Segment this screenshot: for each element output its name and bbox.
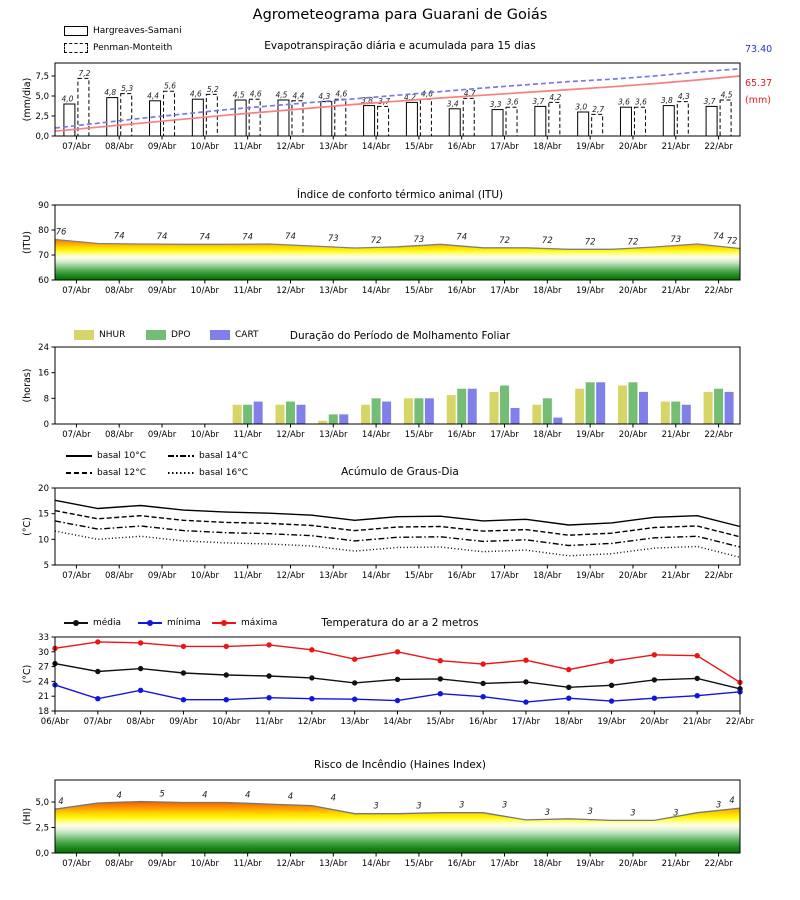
svg-text:18/Abr: 18/Abr xyxy=(533,430,562,440)
svg-text:3: 3 xyxy=(501,800,508,811)
svg-text:15/Abr: 15/Abr xyxy=(426,717,455,727)
svg-text:20/Abr: 20/Abr xyxy=(618,430,648,440)
nhur-swatch xyxy=(74,330,94,340)
legend-maxima xyxy=(212,618,277,628)
svg-text:4: 4 xyxy=(729,796,735,807)
dpo-swatch xyxy=(146,330,166,340)
svg-text:4: 4 xyxy=(330,793,336,804)
svg-text:33: 33 xyxy=(38,633,49,643)
svg-text:3,6: 3,6 xyxy=(618,97,630,107)
legend-label-basal-16: basal 16°C xyxy=(199,468,249,478)
svg-text:72: 72 xyxy=(499,235,510,246)
svg-text:07/Abr: 07/Abr xyxy=(62,430,91,440)
svg-text:12/Abr: 12/Abr xyxy=(297,717,327,727)
svg-text:16/Abr: 16/Abr xyxy=(447,286,476,296)
svg-text:08/Abr: 08/Abr xyxy=(126,717,155,727)
svg-text:7,5: 7,5 xyxy=(35,72,49,82)
svg-text:13/Abr: 13/Abr xyxy=(319,571,348,581)
svg-text:15/Abr: 15/Abr xyxy=(404,286,434,296)
svg-text:08/Abr: 08/Abr xyxy=(105,859,134,869)
svg-text:17/Abr: 17/Abr xyxy=(490,430,519,440)
hargreaves-bar-swatch xyxy=(64,26,88,36)
legend-label-basal-14: basal 14°C xyxy=(199,451,249,461)
svg-text:22/Abr: 22/Abr xyxy=(704,859,733,869)
svg-text:14/Abr: 14/Abr xyxy=(361,859,391,869)
svg-text:(°C): (°C) xyxy=(22,664,33,684)
maxima-marker-swatch xyxy=(212,622,236,624)
svg-text:4,6: 4,6 xyxy=(189,89,202,99)
chart-title-graus-dia: Acúmulo de Graus-Dia xyxy=(341,466,459,478)
svg-text:4,3: 4,3 xyxy=(677,92,690,102)
svg-text:22/Abr: 22/Abr xyxy=(725,717,755,727)
svg-text:15: 15 xyxy=(38,509,49,520)
svg-text:4: 4 xyxy=(202,790,208,801)
svg-text:74: 74 xyxy=(713,232,725,242)
svg-text:4,6: 4,6 xyxy=(420,89,433,99)
svg-text:19/Abr: 19/Abr xyxy=(597,717,626,727)
svg-text:15/Abr: 15/Abr xyxy=(404,142,434,152)
svg-text:2,7: 2,7 xyxy=(592,104,605,114)
page-title: Agrometeograma para Guarani de Goiás xyxy=(252,7,548,23)
svg-text:22/Abr: 22/Abr xyxy=(704,142,733,152)
legend-basal-14 xyxy=(168,451,248,461)
legend-dpo xyxy=(146,330,190,340)
svg-text:14/Abr: 14/Abr xyxy=(361,142,391,152)
svg-text:15/Abr: 15/Abr xyxy=(404,571,434,581)
svg-text:5,2: 5,2 xyxy=(206,84,219,94)
svg-text:3: 3 xyxy=(459,800,465,811)
svg-text:09/Abr: 09/Abr xyxy=(147,286,177,296)
svg-text:73: 73 xyxy=(327,234,339,244)
svg-text:09/Abr: 09/Abr xyxy=(147,859,177,869)
svg-text:08/Abr: 08/Abr xyxy=(105,142,134,152)
svg-text:18/Abr: 18/Abr xyxy=(554,717,583,727)
svg-text:11/Abr: 11/Abr xyxy=(233,571,262,581)
svg-text:17/Abr: 17/Abr xyxy=(511,717,541,727)
svg-text:08/Abr: 08/Abr xyxy=(105,286,134,296)
svg-text:3: 3 xyxy=(715,800,722,811)
svg-text:20/Abr: 20/Abr xyxy=(618,286,648,296)
svg-text:13/Abr: 13/Abr xyxy=(340,717,369,727)
basal-10-line-swatch xyxy=(66,455,92,457)
svg-text:72: 72 xyxy=(584,237,596,248)
svg-text:(ITU): (ITU) xyxy=(22,231,33,254)
svg-text:20: 20 xyxy=(38,484,49,494)
svg-text:07/Abr: 07/Abr xyxy=(62,142,91,152)
svg-text:72: 72 xyxy=(370,236,382,246)
svg-text:27: 27 xyxy=(38,662,49,673)
svg-text:90: 90 xyxy=(38,201,49,211)
svg-text:72: 72 xyxy=(627,237,639,248)
svg-text:4,5: 4,5 xyxy=(275,90,288,100)
svg-text:10/Abr: 10/Abr xyxy=(190,859,220,869)
svg-text:21/Abr: 21/Abr xyxy=(661,286,690,296)
legend-label-nhur: NHUR xyxy=(99,330,126,340)
svg-text:4,2: 4,2 xyxy=(403,92,416,102)
svg-text:4,0: 4,0 xyxy=(61,94,74,104)
svg-text:17/Abr: 17/Abr xyxy=(490,142,519,152)
svg-text:2,5: 2,5 xyxy=(35,823,49,834)
svg-text:07/Abr: 07/Abr xyxy=(62,571,91,581)
svg-text:8: 8 xyxy=(43,394,49,405)
svg-text:3,0: 3,0 xyxy=(575,102,588,112)
svg-text:74: 74 xyxy=(156,232,168,242)
svg-text:(°C): (°C) xyxy=(22,517,33,536)
svg-text:10/Abr: 10/Abr xyxy=(212,717,241,727)
svg-text:3: 3 xyxy=(673,808,679,819)
legend-label-basal-10: basal 10°C xyxy=(97,451,147,461)
svg-text:5,3: 5,3 xyxy=(121,84,134,94)
svg-text:5,0: 5,0 xyxy=(35,798,49,809)
svg-text:16/Abr: 16/Abr xyxy=(447,142,476,152)
legend-minima xyxy=(138,618,201,628)
svg-text:5,0: 5,0 xyxy=(35,92,49,102)
svg-text:16/Abr: 16/Abr xyxy=(468,717,498,727)
svg-text:07/Abr: 07/Abr xyxy=(83,717,113,727)
plot-evapotranspiracao xyxy=(22,63,740,152)
svg-text:11/Abr: 11/Abr xyxy=(233,430,262,440)
svg-text:20/Abr: 20/Abr xyxy=(618,142,648,152)
svg-text:15/Abr: 15/Abr xyxy=(404,859,434,869)
svg-text:4,7: 4,7 xyxy=(463,88,476,98)
svg-text:21/Abr: 21/Abr xyxy=(661,571,690,581)
svg-text:08/Abr: 08/Abr xyxy=(105,430,134,440)
svg-text:76: 76 xyxy=(55,227,67,238)
legend-label-basal-12: basal 12°C xyxy=(97,468,147,478)
svg-text:4,6: 4,6 xyxy=(335,89,348,99)
svg-text:3: 3 xyxy=(544,807,551,818)
svg-text:18/Abr: 18/Abr xyxy=(533,286,562,296)
svg-text:19/Abr: 19/Abr xyxy=(575,430,605,440)
svg-text:0,0: 0,0 xyxy=(35,849,49,859)
svg-text:4,3: 4,3 xyxy=(318,92,331,102)
svg-text:4,4: 4,4 xyxy=(292,91,305,101)
svg-text:3,6: 3,6 xyxy=(635,97,647,107)
svg-text:22/Abr: 22/Abr xyxy=(704,286,733,296)
svg-text:(HI): (HI) xyxy=(22,807,33,826)
svg-text:7,2: 7,2 xyxy=(78,68,91,78)
svg-text:11/Abr: 11/Abr xyxy=(254,717,284,727)
accumulated-unit-label: (mm) xyxy=(745,95,771,106)
legend-penman xyxy=(64,43,172,53)
svg-text:17/Abr: 17/Abr xyxy=(490,571,519,581)
plot-molhamento-foliar xyxy=(22,343,740,440)
svg-text:4,6: 4,6 xyxy=(249,89,262,99)
svg-text:3: 3 xyxy=(587,806,593,817)
svg-text:3: 3 xyxy=(630,808,636,819)
legend-cart xyxy=(210,330,259,340)
chart-title-molhamento: Duração do Período de Molhamento Foliar xyxy=(289,330,511,342)
legend-basal-12 xyxy=(66,468,146,478)
svg-text:19/Abr: 19/Abr xyxy=(575,859,605,869)
svg-text:09/Abr: 09/Abr xyxy=(169,717,198,727)
svg-text:3,7: 3,7 xyxy=(378,96,391,106)
svg-text:74: 74 xyxy=(199,232,211,243)
svg-text:4: 4 xyxy=(287,792,294,803)
svg-text:20/Abr: 20/Abr xyxy=(618,859,648,869)
svg-text:3,7: 3,7 xyxy=(703,96,716,106)
plot-graus-dia xyxy=(22,484,740,581)
svg-text:5: 5 xyxy=(43,561,49,571)
svg-text:10/Abr: 10/Abr xyxy=(190,430,220,440)
svg-text:15/Abr: 15/Abr xyxy=(404,430,434,440)
svg-text:74: 74 xyxy=(242,232,254,243)
svg-text:18/Abr: 18/Abr xyxy=(533,859,562,869)
svg-text:72: 72 xyxy=(726,236,738,247)
legend-label-dpo: DPO xyxy=(171,330,191,340)
svg-text:07/Abr: 07/Abr xyxy=(62,286,91,296)
svg-text:14/Abr: 14/Abr xyxy=(361,430,391,440)
svg-text:2,5: 2,5 xyxy=(35,112,49,122)
svg-text:09/Abr: 09/Abr xyxy=(147,430,177,440)
svg-text:5,6: 5,6 xyxy=(164,81,176,91)
svg-text:06/Abr: 06/Abr xyxy=(40,717,70,727)
legend-hargreaves xyxy=(64,26,182,36)
svg-text:4,5: 4,5 xyxy=(232,90,245,100)
svg-text:22/Abr: 22/Abr xyxy=(704,571,733,581)
svg-text:74: 74 xyxy=(113,231,125,242)
svg-text:72: 72 xyxy=(541,235,553,246)
svg-text:20/Abr: 20/Abr xyxy=(618,571,648,581)
svg-text:11/Abr: 11/Abr xyxy=(233,286,262,296)
plot-haines xyxy=(22,780,740,869)
svg-text:21/Abr: 21/Abr xyxy=(661,430,690,440)
svg-text:(mm/dia): (mm/dia) xyxy=(22,77,33,122)
svg-text:3,8: 3,8 xyxy=(660,96,673,106)
svg-text:3,8: 3,8 xyxy=(361,96,374,106)
legend-label-penman: Penman-Monteith xyxy=(93,43,173,53)
svg-text:16: 16 xyxy=(38,368,49,379)
svg-text:19/Abr: 19/Abr xyxy=(575,286,605,296)
svg-text:19/Abr: 19/Abr xyxy=(575,571,605,581)
svg-text:3: 3 xyxy=(373,801,379,812)
maxima-dot xyxy=(221,620,227,626)
svg-text:4: 4 xyxy=(116,791,122,802)
svg-text:4: 4 xyxy=(244,790,251,801)
legend-label-minima: mínima xyxy=(167,618,201,628)
chart-title-evapotranspiracao: Evapotranspiração diária e acumulada para 15 dias xyxy=(264,40,536,52)
svg-text:11/Abr: 11/Abr xyxy=(233,859,262,869)
svg-text:11/Abr: 11/Abr xyxy=(233,142,262,152)
svg-text:3: 3 xyxy=(416,801,422,812)
legend-label-maxima: máxima xyxy=(241,618,278,628)
svg-text:10/Abr: 10/Abr xyxy=(190,571,220,581)
svg-text:13/Abr: 13/Abr xyxy=(319,286,348,296)
svg-text:12/Abr: 12/Abr xyxy=(276,430,305,440)
svg-text:4,2: 4,2 xyxy=(549,92,562,102)
svg-text:4: 4 xyxy=(58,797,64,808)
cart-swatch xyxy=(210,330,230,340)
svg-text:09/Abr: 09/Abr xyxy=(147,142,177,152)
svg-text:08/Abr: 08/Abr xyxy=(105,571,134,581)
svg-text:74: 74 xyxy=(285,232,296,242)
legend-label-media: média xyxy=(93,618,122,628)
svg-text:14/Abr: 14/Abr xyxy=(361,571,391,581)
basal-12-line-swatch xyxy=(66,472,92,474)
chart-title-haines: Risco de Incêndio (Haines Index) xyxy=(314,759,486,771)
svg-text:12/Abr: 12/Abr xyxy=(276,571,305,581)
svg-text:13/Abr: 13/Abr xyxy=(319,859,348,869)
svg-text:10/Abr: 10/Abr xyxy=(190,142,220,152)
legend-basal-10 xyxy=(66,451,146,461)
svg-text:18: 18 xyxy=(38,707,49,717)
svg-text:16/Abr: 16/Abr xyxy=(447,859,476,869)
svg-text:80: 80 xyxy=(38,226,49,236)
svg-text:10/Abr: 10/Abr xyxy=(190,286,220,296)
minima-dot xyxy=(147,620,153,626)
plot-temperatura xyxy=(22,633,755,727)
svg-text:13/Abr: 13/Abr xyxy=(319,430,348,440)
svg-text:20/Abr: 20/Abr xyxy=(640,717,669,727)
svg-text:21/Abr: 21/Abr xyxy=(661,859,690,869)
chart-title-itu: Índice de conforto térmico animal (ITU) xyxy=(296,189,504,201)
svg-text:73: 73 xyxy=(413,234,425,245)
svg-text:3,6: 3,6 xyxy=(506,97,519,107)
penman-bar-swatch xyxy=(64,43,88,53)
svg-text:12/Abr: 12/Abr xyxy=(276,859,305,869)
svg-text:14/Abr: 14/Abr xyxy=(383,717,412,727)
media-marker-swatch xyxy=(64,622,88,624)
svg-text:22/Abr: 22/Abr xyxy=(704,430,733,440)
svg-text:21: 21 xyxy=(38,692,49,703)
svg-text:4,5: 4,5 xyxy=(720,90,733,100)
svg-text:24: 24 xyxy=(38,677,49,688)
legend-label-cart: CART xyxy=(235,330,259,340)
svg-text:07/Abr: 07/Abr xyxy=(62,859,91,869)
svg-text:3,7: 3,7 xyxy=(532,96,545,106)
svg-text:24: 24 xyxy=(38,343,49,353)
svg-text:3,4: 3,4 xyxy=(446,99,459,109)
svg-text:18/Abr: 18/Abr xyxy=(533,571,562,581)
svg-text:12/Abr: 12/Abr xyxy=(276,142,305,152)
svg-text:(horas): (horas) xyxy=(22,368,33,403)
svg-text:30: 30 xyxy=(38,647,49,658)
svg-text:0,0: 0,0 xyxy=(35,132,49,142)
legend-label-hargreaves: Hargreaves-Samani xyxy=(93,26,182,36)
media-dot xyxy=(73,620,79,626)
svg-text:16/Abr: 16/Abr xyxy=(447,571,476,581)
svg-text:16/Abr: 16/Abr xyxy=(447,430,476,440)
svg-text:17/Abr: 17/Abr xyxy=(490,286,519,296)
svg-text:73: 73 xyxy=(670,235,682,245)
svg-text:70: 70 xyxy=(38,251,49,261)
hargreaves-accumulated-total: 65.37 xyxy=(745,78,773,89)
legend-media xyxy=(64,618,121,628)
svg-text:09/Abr: 09/Abr xyxy=(147,571,177,581)
svg-text:13/Abr: 13/Abr xyxy=(319,142,348,152)
svg-text:4,4: 4,4 xyxy=(147,91,159,101)
svg-text:10: 10 xyxy=(38,535,49,546)
svg-text:21/Abr: 21/Abr xyxy=(682,717,712,727)
svg-text:18/Abr: 18/Abr xyxy=(533,142,562,152)
legend-basal-16 xyxy=(168,468,248,478)
plot-itu xyxy=(22,201,740,296)
legend-nhur xyxy=(74,330,125,340)
svg-text:5: 5 xyxy=(159,789,165,800)
svg-text:19/Abr: 19/Abr xyxy=(575,142,605,152)
basal-14-line-swatch xyxy=(168,455,194,457)
svg-text:0: 0 xyxy=(43,420,49,430)
svg-text:12/Abr: 12/Abr xyxy=(276,286,305,296)
svg-text:14/Abr: 14/Abr xyxy=(361,286,391,296)
svg-text:60: 60 xyxy=(38,276,49,286)
svg-text:4,8: 4,8 xyxy=(104,88,117,98)
chart-title-temperatura: Temperatura do ar a 2 metros xyxy=(321,617,479,629)
svg-text:17/Abr: 17/Abr xyxy=(490,859,519,869)
svg-text:21/Abr: 21/Abr xyxy=(661,142,690,152)
minima-marker-swatch xyxy=(138,622,162,624)
penman-accumulated-total: 73.40 xyxy=(745,44,773,55)
svg-text:3,3: 3,3 xyxy=(489,100,502,110)
svg-text:74: 74 xyxy=(456,232,468,243)
basal-16-line-swatch xyxy=(168,472,194,474)
